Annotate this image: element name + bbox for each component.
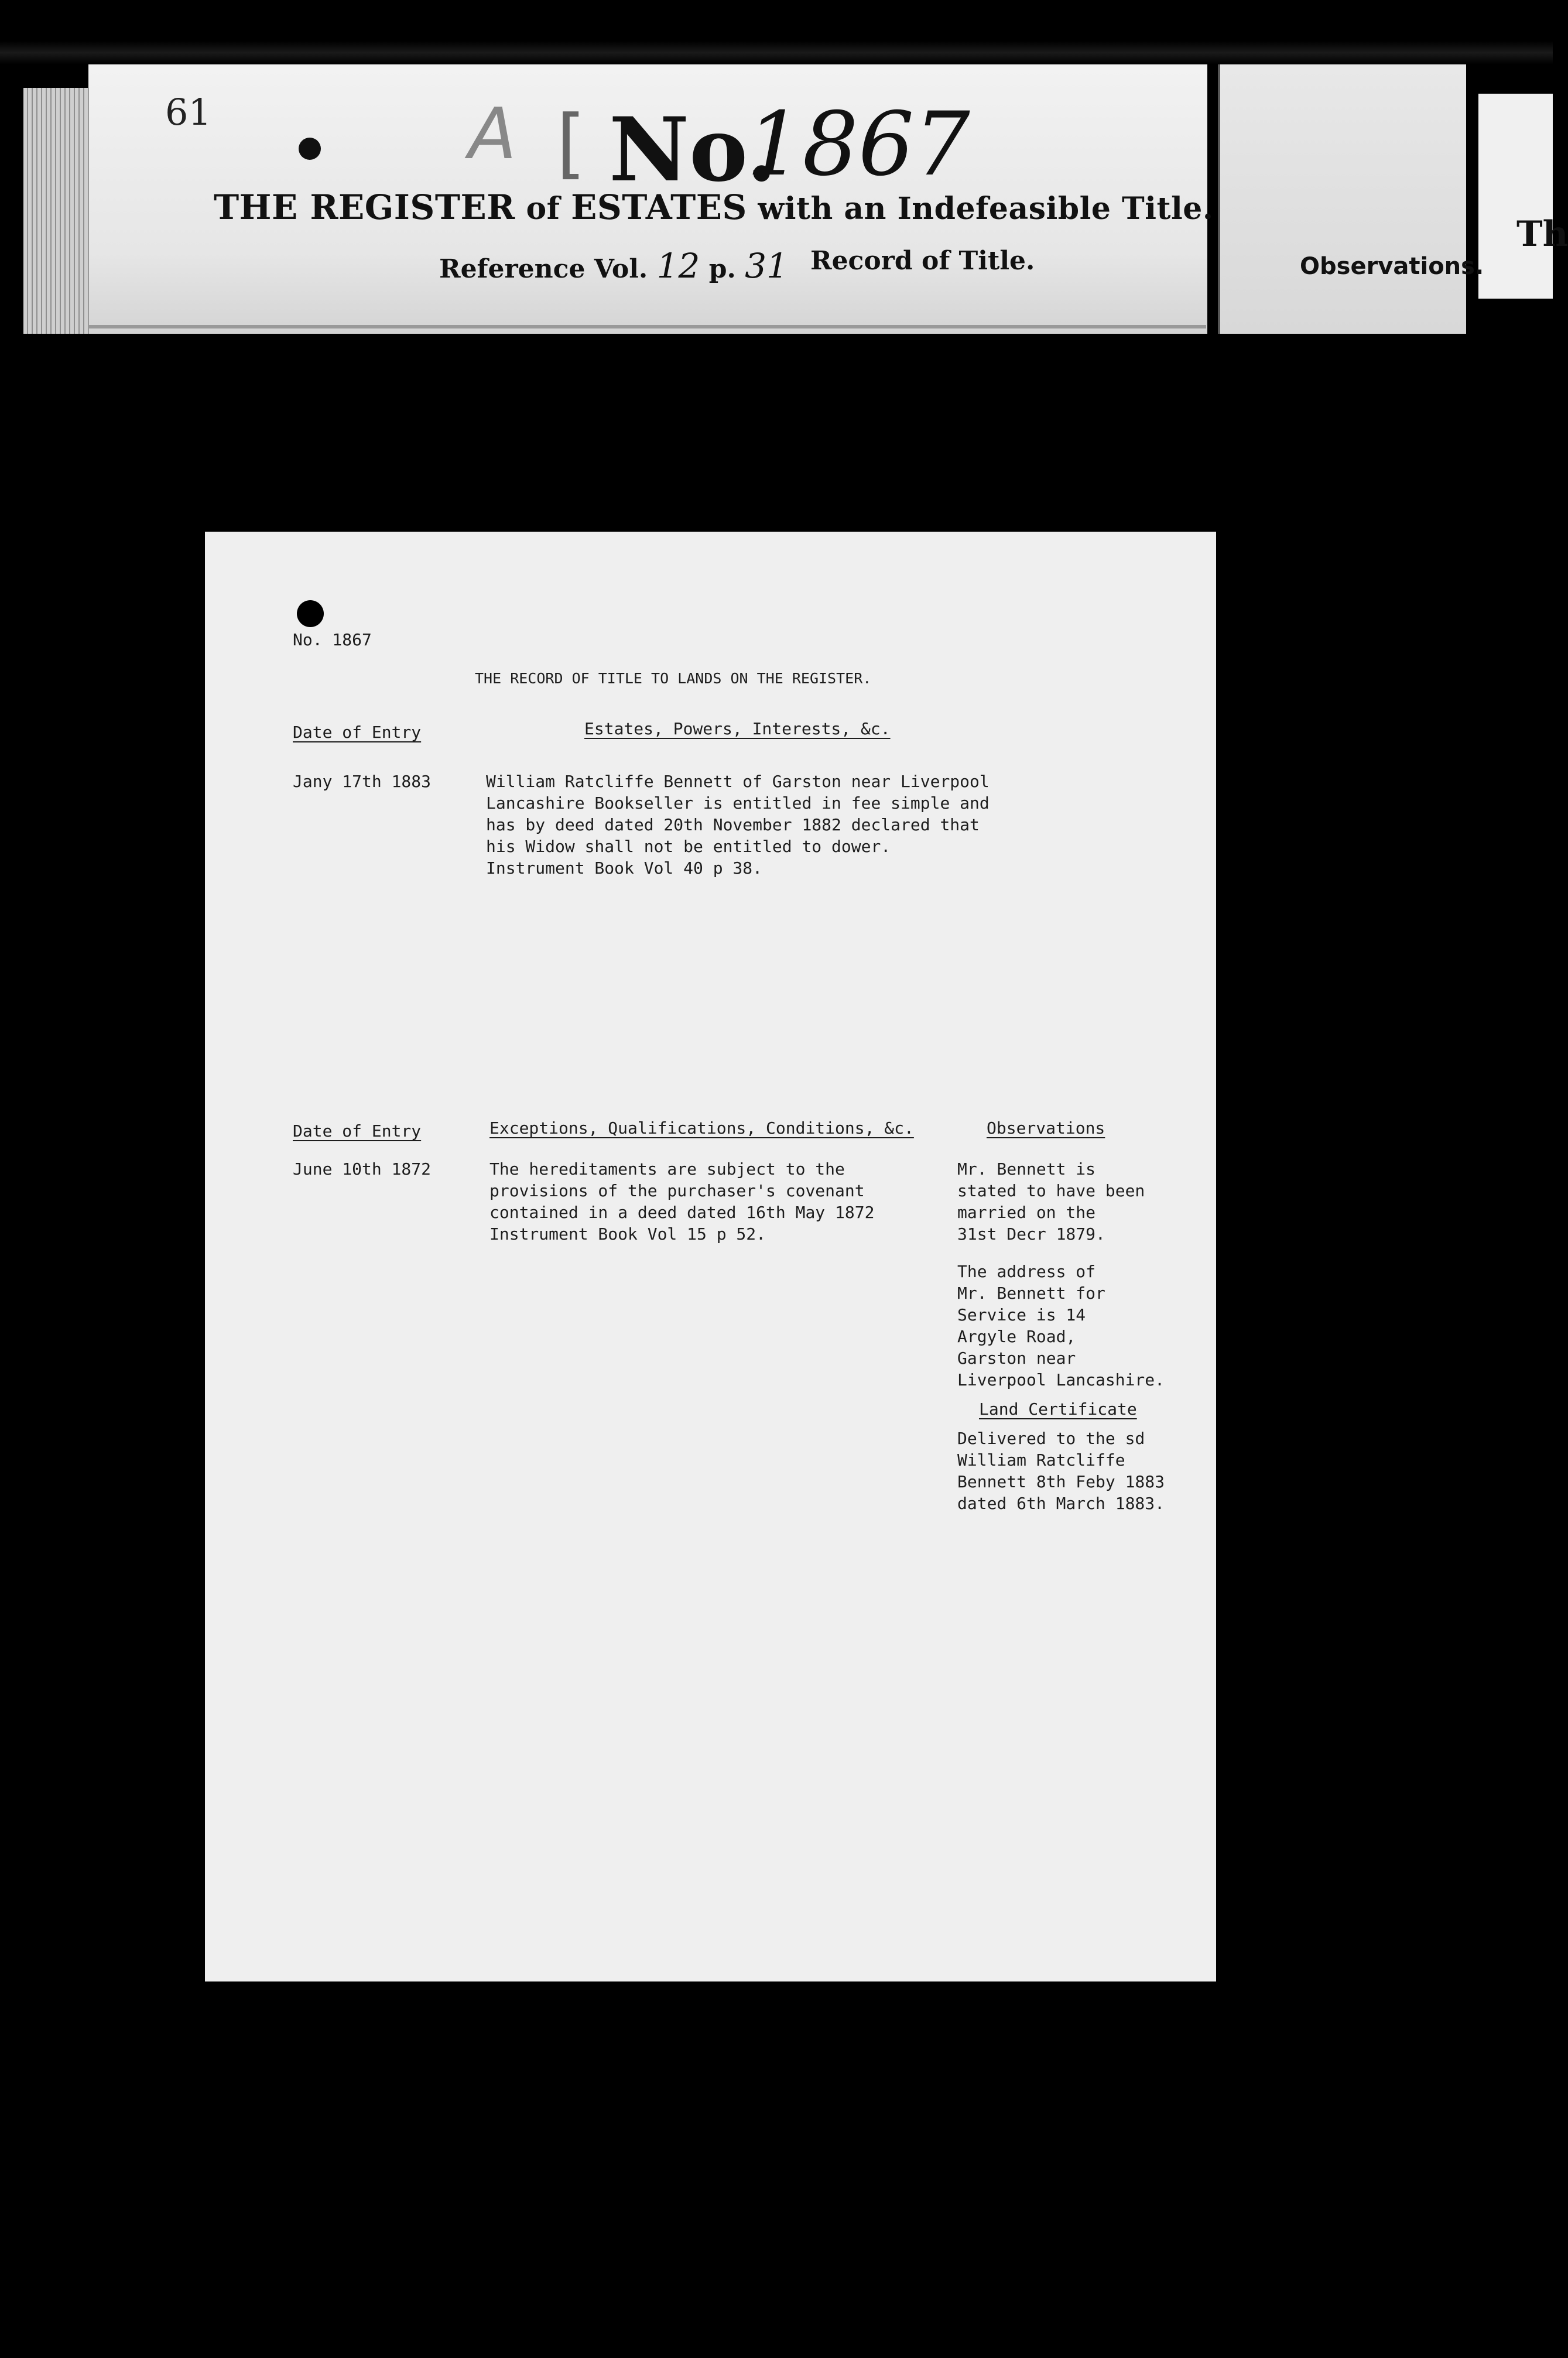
next-page-title-fragment: Th: [1516, 214, 1568, 255]
ledger-page-edges: [23, 88, 91, 334]
pencil-bracket: [: [556, 98, 586, 187]
ledger-title: [214, 187, 1214, 227]
observation-address: The address of Mr. Bennett for Service is 14 Argyle Road, Garston near Liverpool Lancashire.: [957, 1262, 1165, 1390]
punch-hole: [299, 138, 321, 160]
ledger-title-of: of: [515, 191, 571, 227]
ledger-title-rest: with an Indefeasible Title.: [747, 191, 1214, 227]
section1-date-header: Date of Entry: [293, 723, 422, 742]
sheet-number: No. 1867: [293, 630, 372, 649]
section1-content-header: Estates, Powers, Interests, &c.: [584, 719, 891, 738]
reference-page: 31: [745, 246, 788, 286]
ledger-page-number: 61: [165, 91, 211, 134]
section1-date: Jany 17th 1883: [293, 772, 432, 791]
section2-date: June 10th 1872: [293, 1159, 432, 1179]
observation-marriage: Mr. Bennett is stated to have been married on the 31st Decr 1879.: [957, 1159, 1145, 1244]
ledger-title-register: THE REGISTER: [214, 187, 515, 227]
observations-header: Observations: [987, 1118, 1105, 1138]
reference-label: Reference Vol.: [439, 254, 648, 284]
section2-date-header: Date of Entry: [293, 1121, 422, 1141]
land-certificate-text: Delivered to the sd William Ratcliffe Bennett 8th Feby 1883 dated 6th March 1883.: [957, 1429, 1165, 1513]
sheet-title: THE RECORD OF TITLE TO LANDS ON THE REGISTER.: [475, 670, 872, 687]
section2-text: The hereditaments are subject to the provisions of the purchaser's covenant contained in a deed dated 16th May 1872 Instrument Book Vol 15 p 52.: [489, 1159, 875, 1244]
land-certificate-header: Land Certificate: [979, 1399, 1137, 1419]
ledger-number-label: No.: [609, 98, 777, 201]
ledger-strip: [0, 0, 1568, 351]
punch-hole: [297, 600, 324, 627]
section2-content-header: Exceptions, Qualifications, Conditions, &c.: [489, 1118, 914, 1138]
typed-sheet: [205, 532, 1216, 1981]
ledger-number-handwritten: 1867: [747, 94, 970, 196]
ledger-title-estates: ESTATES: [571, 187, 747, 227]
record-of-title-label: Record of Title.: [810, 246, 1035, 276]
ledger-reference: [439, 246, 788, 286]
ledger-divider: [88, 325, 1206, 328]
ledger-observations-label: Observations.: [1300, 253, 1484, 280]
reference-volume: 12: [656, 246, 700, 286]
pencil-annotation: A: [468, 94, 517, 175]
reference-page-label: p.: [700, 254, 736, 284]
section1-text: William Ratcliffe Bennett of Garston near Liverpool Lancashire Bookseller is entitled in fee simple and has by deed dated 20th November 1882 declared that his Widow shall not be entitled to dower. Instrument Book Vol 40 p 38.: [486, 772, 990, 878]
ledger-next-page: [1478, 94, 1553, 299]
ledger-facing-page: [1218, 64, 1466, 334]
